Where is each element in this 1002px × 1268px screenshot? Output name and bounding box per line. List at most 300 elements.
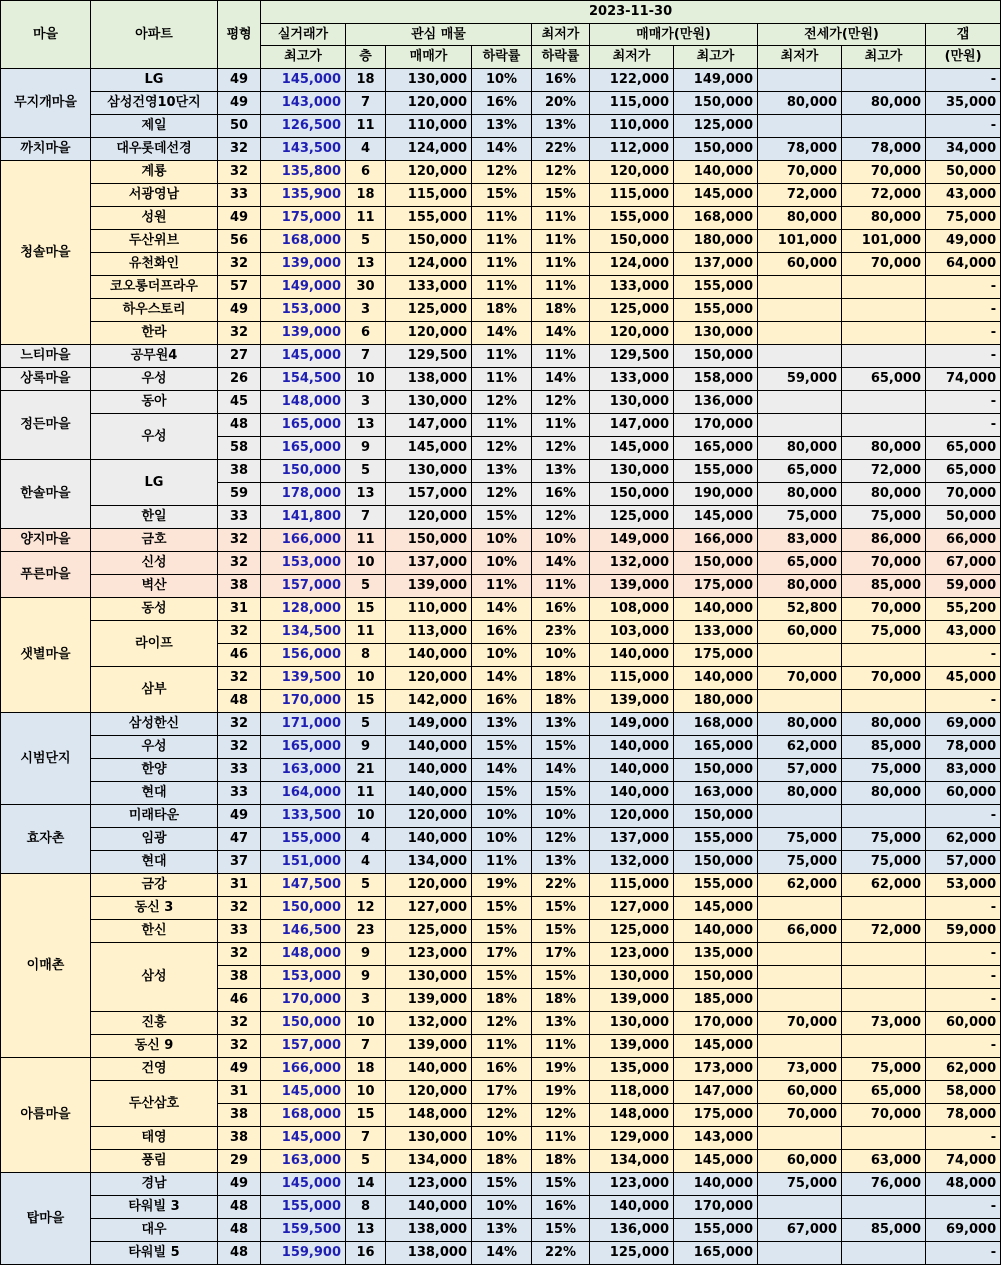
cell-sale-min: 122,000 (590, 68, 674, 91)
cell-drop-rate: 10% (472, 1126, 532, 1149)
table-header (1, 1, 1001, 69)
cell-jeonse-max: 80,000 (842, 712, 926, 735)
cell-gap: 75,000 (926, 206, 1001, 229)
cell-floor: 4 (346, 137, 386, 160)
cell-size: 38 (218, 574, 261, 597)
cell-gap: 78,000 (926, 735, 1001, 758)
cell-floor: 18 (346, 1057, 386, 1080)
cell-drop-rate: 11% (472, 574, 532, 597)
cell-floor: 3 (346, 298, 386, 321)
cell-drop-rate: 11% (472, 206, 532, 229)
cell-low-drop: 23% (532, 620, 590, 643)
cell-jeonse-min: 60,000 (758, 620, 842, 643)
cell-size: 27 (218, 344, 261, 367)
cell-floor: 5 (346, 574, 386, 597)
cell-sale-price: 138,000 (386, 367, 472, 390)
cell-low-drop: 16% (532, 68, 590, 91)
cell-trade-high: 153,000 (261, 965, 346, 988)
cell-size: 57 (218, 275, 261, 298)
cell-size: 32 (218, 942, 261, 965)
cell-sale-min: 150,000 (590, 482, 674, 505)
cell-floor: 7 (346, 1126, 386, 1149)
cell-trade-high: 139,500 (261, 666, 346, 689)
cell-sale-min: 112,000 (590, 137, 674, 160)
table-row (1, 712, 1001, 735)
cell-size: 32 (218, 321, 261, 344)
cell-jeonse-min: 78,000 (758, 137, 842, 160)
cell-sale-max: 165,000 (674, 1241, 758, 1264)
cell-trade-high: 134,500 (261, 620, 346, 643)
cell-jeonse-min: 70,000 (758, 1103, 842, 1126)
cell-sale-max: 145,000 (674, 183, 758, 206)
table-row (1, 367, 1001, 390)
header-sale-min: 최저가 (590, 46, 674, 69)
cell-jeonse-max (842, 1126, 926, 1149)
cell-drop-rate: 11% (472, 367, 532, 390)
table-row (1, 551, 1001, 574)
cell-sale-price: 140,000 (386, 735, 472, 758)
cell-low-drop: 11% (532, 1034, 590, 1057)
cell-gap: - (926, 275, 1001, 298)
header-gap: 갭 (926, 23, 1001, 46)
cell-sale-price: 123,000 (386, 942, 472, 965)
cell-sale-max: 150,000 (674, 137, 758, 160)
cell-sale-price: 115,000 (386, 183, 472, 206)
cell-low-drop: 15% (532, 735, 590, 758)
cell-gap: 83,000 (926, 758, 1001, 781)
cell-jeonse-min: 80,000 (758, 436, 842, 459)
cell-gap: 78,000 (926, 1103, 1001, 1126)
cell-drop-rate: 16% (472, 1057, 532, 1080)
cell-low-drop: 15% (532, 896, 590, 919)
cell-drop-rate: 15% (472, 965, 532, 988)
cell-jeonse-max: 85,000 (842, 574, 926, 597)
table-row (1, 1218, 1001, 1241)
cell-sale-min: 123,000 (590, 942, 674, 965)
cell-size: 33 (218, 781, 261, 804)
village-name: 무지개마을 (1, 68, 91, 137)
cell-low-drop: 12% (532, 436, 590, 459)
cell-trade-high: 148,000 (261, 390, 346, 413)
cell-low-drop: 15% (532, 183, 590, 206)
cell-gap: 74,000 (926, 367, 1001, 390)
cell-gap: 35,000 (926, 91, 1001, 114)
cell-jeonse-min (758, 689, 842, 712)
cell-drop-rate: 12% (472, 390, 532, 413)
cell-floor: 9 (346, 735, 386, 758)
cell-jeonse-min (758, 114, 842, 137)
cell-drop-rate: 14% (472, 758, 532, 781)
cell-gap: - (926, 804, 1001, 827)
cell-floor: 13 (346, 482, 386, 505)
cell-sale-min: 139,000 (590, 574, 674, 597)
cell-jeonse-max (842, 1241, 926, 1264)
cell-sale-price: 140,000 (386, 643, 472, 666)
table-row (1, 1080, 1001, 1103)
table-row (1, 620, 1001, 643)
cell-apartment: 미래타운 (91, 804, 218, 827)
cell-floor: 14 (346, 1172, 386, 1195)
cell-jeonse-max (842, 1195, 926, 1218)
cell-apartment: 경남 (91, 1172, 218, 1195)
cell-jeonse-max (842, 942, 926, 965)
cell-sale-price: 139,000 (386, 574, 472, 597)
cell-floor: 4 (346, 850, 386, 873)
cell-gap: - (926, 114, 1001, 137)
cell-apartment: 대우롯데선경 (91, 137, 218, 160)
cell-jeonse-min: 80,000 (758, 91, 842, 114)
cell-floor: 8 (346, 643, 386, 666)
table-row (1, 206, 1001, 229)
cell-gap: - (926, 1126, 1001, 1149)
cell-apartment: 성원 (91, 206, 218, 229)
cell-drop-rate: 11% (472, 252, 532, 275)
cell-apartment: 두산위브 (91, 229, 218, 252)
cell-size: 49 (218, 804, 261, 827)
cell-sale-price: 123,000 (386, 1172, 472, 1195)
cell-sale-price: 120,000 (386, 91, 472, 114)
cell-gap: 69,000 (926, 712, 1001, 735)
cell-drop-rate: 17% (472, 942, 532, 965)
cell-jeonse-max: 63,000 (842, 1149, 926, 1172)
cell-apartment: LG (91, 459, 218, 505)
cell-jeonse-min (758, 1241, 842, 1264)
cell-gap: - (926, 68, 1001, 91)
cell-drop-rate: 14% (472, 1241, 532, 1264)
cell-jeonse-max: 86,000 (842, 528, 926, 551)
cell-size: 33 (218, 919, 261, 942)
cell-sale-min: 132,000 (590, 850, 674, 873)
cell-low-drop: 14% (532, 321, 590, 344)
cell-floor: 3 (346, 988, 386, 1011)
cell-trade-high: 163,000 (261, 1149, 346, 1172)
cell-drop-rate: 15% (472, 505, 532, 528)
cell-apartment: 동성 (91, 597, 218, 620)
cell-trade-high: 126,500 (261, 114, 346, 137)
cell-sale-price: 129,500 (386, 344, 472, 367)
cell-low-drop: 10% (532, 804, 590, 827)
cell-jeonse-max: 75,000 (842, 505, 926, 528)
table-row (1, 1241, 1001, 1264)
village-name: 탑마을 (1, 1172, 91, 1264)
cell-jeonse-min (758, 942, 842, 965)
cell-sale-min: 140,000 (590, 781, 674, 804)
cell-drop-rate: 11% (472, 1034, 532, 1057)
cell-sale-min: 133,000 (590, 367, 674, 390)
cell-jeonse-min (758, 413, 842, 436)
cell-sale-max: 145,000 (674, 1149, 758, 1172)
cell-trade-high: 155,000 (261, 827, 346, 850)
cell-trade-high: 141,800 (261, 505, 346, 528)
table-row (1, 781, 1001, 804)
cell-sale-max: 140,000 (674, 597, 758, 620)
cell-apartment: 삼부 (91, 666, 218, 712)
cell-jeonse-max: 70,000 (842, 551, 926, 574)
cell-gap: - (926, 1241, 1001, 1264)
cell-sale-min: 139,000 (590, 988, 674, 1011)
cell-sale-max: 140,000 (674, 160, 758, 183)
cell-sale-min: 149,000 (590, 528, 674, 551)
cell-floor: 13 (346, 252, 386, 275)
cell-sale-min: 110,000 (590, 114, 674, 137)
table-row (1, 597, 1001, 620)
header-jeonse-range: 전세가(만원) (758, 23, 926, 46)
cell-jeonse-min: 101,000 (758, 229, 842, 252)
cell-jeonse-max (842, 804, 926, 827)
cell-drop-rate: 15% (472, 919, 532, 942)
cell-sale-price: 130,000 (386, 390, 472, 413)
cell-sale-max: 137,000 (674, 252, 758, 275)
cell-trade-high: 143,000 (261, 91, 346, 114)
cell-trade-high: 178,000 (261, 482, 346, 505)
cell-low-drop: 14% (532, 367, 590, 390)
cell-trade-high: 170,000 (261, 689, 346, 712)
cell-low-drop: 19% (532, 1057, 590, 1080)
table-row (1, 229, 1001, 252)
cell-low-drop: 15% (532, 1218, 590, 1241)
cell-sale-min: 145,000 (590, 436, 674, 459)
village-name: 양지마을 (1, 528, 91, 551)
cell-sale-price: 157,000 (386, 482, 472, 505)
cell-gap: - (926, 413, 1001, 436)
cell-sale-min: 103,000 (590, 620, 674, 643)
cell-jeonse-max: 85,000 (842, 735, 926, 758)
cell-jeonse-max (842, 643, 926, 666)
cell-gap: - (926, 965, 1001, 988)
cell-sale-min: 132,000 (590, 551, 674, 574)
table-row (1, 758, 1001, 781)
cell-trade-high: 164,000 (261, 781, 346, 804)
cell-floor: 16 (346, 1241, 386, 1264)
cell-floor: 11 (346, 114, 386, 137)
cell-jeonse-max (842, 298, 926, 321)
cell-apartment: 한신 (91, 919, 218, 942)
cell-trade-high: 175,000 (261, 206, 346, 229)
cell-drop-rate: 15% (472, 896, 532, 919)
cell-drop-rate: 11% (472, 850, 532, 873)
cell-jeonse-min (758, 965, 842, 988)
cell-trade-high: 148,000 (261, 942, 346, 965)
village-name: 청솔마을 (1, 160, 91, 344)
cell-size: 48 (218, 1218, 261, 1241)
cell-sale-max: 190,000 (674, 482, 758, 505)
cell-sale-price: 120,000 (386, 160, 472, 183)
cell-sale-max: 170,000 (674, 1011, 758, 1034)
cell-floor: 11 (346, 528, 386, 551)
village-name: 상록마을 (1, 367, 91, 390)
cell-size: 38 (218, 965, 261, 988)
cell-size: 49 (218, 1172, 261, 1195)
cell-sale-price: 138,000 (386, 1241, 472, 1264)
cell-sale-max: 145,000 (674, 505, 758, 528)
cell-sale-max: 140,000 (674, 1172, 758, 1195)
cell-trade-high: 153,000 (261, 551, 346, 574)
cell-jeonse-max: 80,000 (842, 436, 926, 459)
cell-sale-price: 120,000 (386, 1080, 472, 1103)
cell-jeonse-min: 70,000 (758, 666, 842, 689)
cell-drop-rate: 12% (472, 1103, 532, 1126)
cell-trade-high: 133,500 (261, 804, 346, 827)
cell-sale-max: 150,000 (674, 758, 758, 781)
cell-low-drop: 11% (532, 275, 590, 298)
cell-floor: 3 (346, 390, 386, 413)
cell-floor: 23 (346, 919, 386, 942)
cell-drop-rate: 14% (472, 321, 532, 344)
cell-size: 49 (218, 1057, 261, 1080)
cell-sale-min: 115,000 (590, 91, 674, 114)
cell-trade-high: 159,500 (261, 1218, 346, 1241)
cell-low-drop: 14% (532, 551, 590, 574)
cell-low-drop: 16% (532, 482, 590, 505)
cell-floor: 5 (346, 459, 386, 482)
table-row (1, 160, 1001, 183)
cell-sale-min: 125,000 (590, 298, 674, 321)
cell-sale-min: 129,000 (590, 1126, 674, 1149)
cell-sale-max: 150,000 (674, 91, 758, 114)
cell-sale-price: 140,000 (386, 1195, 472, 1218)
table-row (1, 459, 1001, 482)
table-row (1, 1172, 1001, 1195)
cell-apartment: 신성 (91, 551, 218, 574)
cell-trade-high: 135,900 (261, 183, 346, 206)
cell-sale-max: 165,000 (674, 436, 758, 459)
cell-sale-price: 140,000 (386, 827, 472, 850)
cell-gap: - (926, 896, 1001, 919)
table-row (1, 666, 1001, 689)
cell-sale-min: 140,000 (590, 758, 674, 781)
cell-sale-min: 135,000 (590, 1057, 674, 1080)
cell-trade-high: 145,000 (261, 1172, 346, 1195)
cell-size: 29 (218, 1149, 261, 1172)
cell-size: 49 (218, 206, 261, 229)
cell-sale-price: 125,000 (386, 919, 472, 942)
cell-jeonse-max: 65,000 (842, 367, 926, 390)
cell-jeonse-max (842, 275, 926, 298)
cell-gap: - (926, 298, 1001, 321)
cell-drop-rate: 11% (472, 413, 532, 436)
cell-gap: 70,000 (926, 482, 1001, 505)
cell-size: 49 (218, 68, 261, 91)
cell-sale-price: 130,000 (386, 1126, 472, 1149)
header-gap-sub: (만원) (926, 46, 1001, 69)
cell-drop-rate: 13% (472, 459, 532, 482)
cell-trade-high: 139,000 (261, 321, 346, 344)
cell-apartment: 진흥 (91, 1011, 218, 1034)
table-row (1, 1011, 1001, 1034)
cell-sale-max: 155,000 (674, 298, 758, 321)
cell-size: 49 (218, 91, 261, 114)
village-name: 아름마을 (1, 1057, 91, 1172)
cell-sale-price: 137,000 (386, 551, 472, 574)
cell-gap: 59,000 (926, 919, 1001, 942)
cell-size: 31 (218, 597, 261, 620)
cell-jeonse-max: 80,000 (842, 482, 926, 505)
cell-jeonse-max: 73,000 (842, 1011, 926, 1034)
cell-apartment: 타워빌 3 (91, 1195, 218, 1218)
table-row (1, 1149, 1001, 1172)
cell-jeonse-max: 85,000 (842, 1218, 926, 1241)
header-floor: 층 (346, 46, 386, 69)
cell-sale-max: 150,000 (674, 965, 758, 988)
header-low-drop-sub: 하락률 (532, 46, 590, 69)
cell-drop-rate: 10% (472, 68, 532, 91)
cell-sale-min: 125,000 (590, 919, 674, 942)
village-name: 한솔마을 (1, 459, 91, 528)
cell-sale-min: 150,000 (590, 229, 674, 252)
cell-jeonse-max: 76,000 (842, 1172, 926, 1195)
cell-apartment: 제일 (91, 114, 218, 137)
cell-sale-min: 129,500 (590, 344, 674, 367)
cell-low-drop: 10% (532, 643, 590, 666)
cell-low-drop: 17% (532, 942, 590, 965)
cell-jeonse-max (842, 390, 926, 413)
cell-sale-min: 125,000 (590, 1241, 674, 1264)
cell-apartment: 삼성한신 (91, 712, 218, 735)
cell-jeonse-min (758, 298, 842, 321)
cell-drop-rate: 14% (472, 137, 532, 160)
cell-sale-min: 130,000 (590, 459, 674, 482)
cell-low-drop: 11% (532, 344, 590, 367)
cell-sale-max: 170,000 (674, 413, 758, 436)
cell-apartment: 삼성건영10단지 (91, 91, 218, 114)
cell-sale-price: 130,000 (386, 965, 472, 988)
cell-jeonse-max: 70,000 (842, 666, 926, 689)
table-row (1, 1034, 1001, 1057)
cell-trade-high: 171,000 (261, 712, 346, 735)
cell-apartment: 한양 (91, 758, 218, 781)
table-row (1, 252, 1001, 275)
cell-trade-high: 150,000 (261, 459, 346, 482)
cell-jeonse-max: 75,000 (842, 827, 926, 850)
cell-trade-high: 170,000 (261, 988, 346, 1011)
cell-jeonse-max (842, 896, 926, 919)
cell-size: 46 (218, 988, 261, 1011)
cell-sale-min: 120,000 (590, 804, 674, 827)
cell-jeonse-min (758, 1034, 842, 1057)
cell-floor: 5 (346, 712, 386, 735)
cell-sale-price: 125,000 (386, 298, 472, 321)
cell-floor: 10 (346, 367, 386, 390)
cell-size: 32 (218, 252, 261, 275)
cell-low-drop: 18% (532, 988, 590, 1011)
cell-gap: 50,000 (926, 505, 1001, 528)
cell-sale-max: 168,000 (674, 206, 758, 229)
cell-sale-max: 145,000 (674, 1034, 758, 1057)
cell-size: 48 (218, 1241, 261, 1264)
cell-gap: 62,000 (926, 1057, 1001, 1080)
table-row (1, 91, 1001, 114)
cell-apartment: 하우스토리 (91, 298, 218, 321)
cell-jeonse-max: 80,000 (842, 91, 926, 114)
cell-jeonse-max: 72,000 (842, 919, 926, 942)
cell-floor: 5 (346, 873, 386, 896)
cell-size: 32 (218, 1034, 261, 1057)
cell-sale-price: 139,000 (386, 1034, 472, 1057)
village-name: 푸른마을 (1, 551, 91, 597)
cell-size: 32 (218, 137, 261, 160)
cell-jeonse-min: 57,000 (758, 758, 842, 781)
cell-size: 32 (218, 712, 261, 735)
cell-jeonse-max: 70,000 (842, 597, 926, 620)
cell-floor: 15 (346, 597, 386, 620)
cell-trade-high: 150,000 (261, 1011, 346, 1034)
cell-size: 37 (218, 850, 261, 873)
village-name: 이매촌 (1, 873, 91, 1057)
cell-floor: 4 (346, 827, 386, 850)
cell-jeonse-max (842, 413, 926, 436)
table-row (1, 574, 1001, 597)
cell-sale-max: 163,000 (674, 781, 758, 804)
